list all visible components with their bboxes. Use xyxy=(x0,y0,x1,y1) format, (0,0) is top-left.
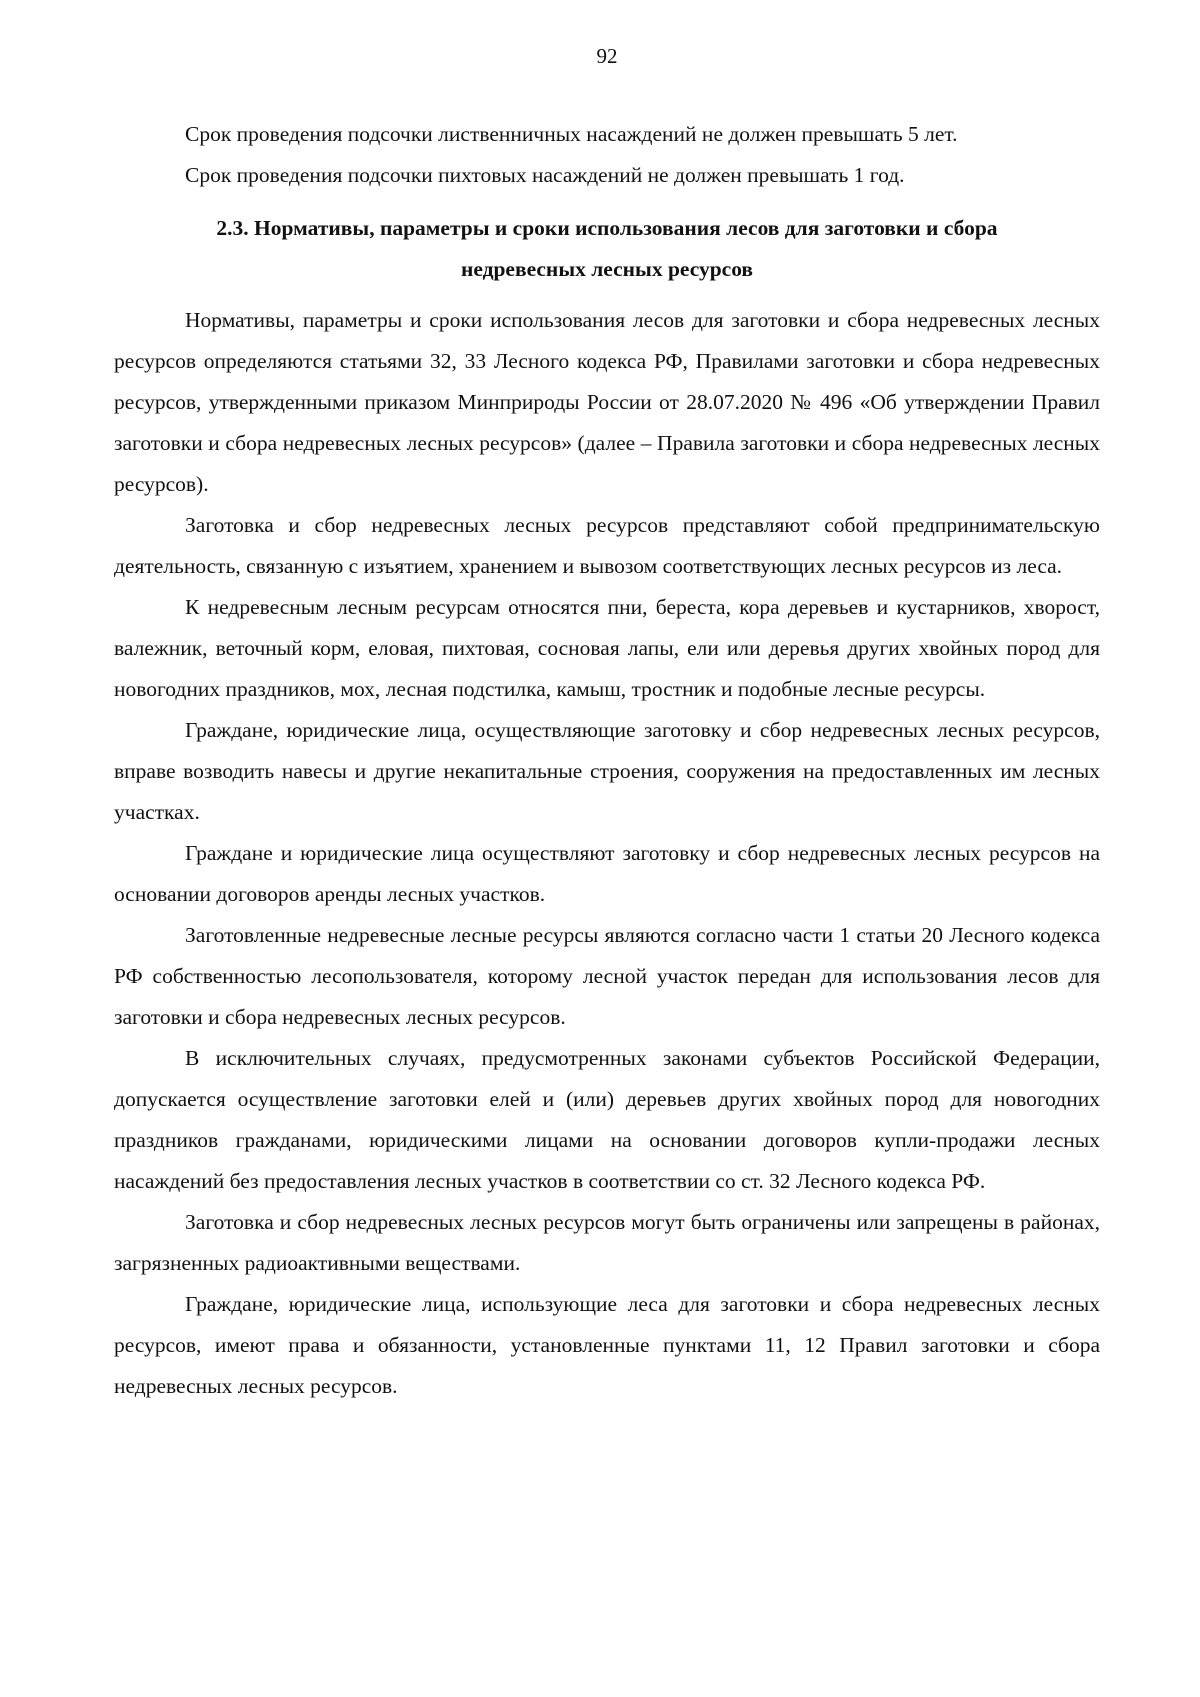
paragraph-rights-obligations: Граждане, юридические лица, использующие леса для заготовки и сбора недревесных лесных ресурсов, имеют права и обязанности, установленные пунктами 11, 12 Правил заготовки и сбора недревесных лесных ресурсов. xyxy=(114,1292,1100,1398)
paragraph-lease-basis: Граждане и юридические лица осуществляют заготовку и сбор недревесных лесных ресурсов на основании договоров аренды лесных участков. xyxy=(114,841,1100,906)
paragraph-radioactive-restrictions: Заготовка и сбор недревесных лесных ресурсов могут быть ограничены или запрещены в районах, загрязненных радиоактивными веществами. xyxy=(114,1210,1100,1275)
page-number: 92 xyxy=(596,44,618,68)
paragraph-ownership: Заготовленные недревесные лесные ресурсы являются согласно части 1 статьи 20 Лесного кодекса РФ собственностью лесопользователя, которому лесной участок передан для использования лесов для заготовки и сбора недревесных лесных ресурсов. xyxy=(114,923,1100,1029)
paragraph-larch-tapping: Срок проведения подсочки лиственничных насаждений не должен превышать 5 лет. xyxy=(185,122,958,146)
section-heading: 2.3. Нормативы, параметры и сроки использования лесов для заготовки и сбора недревесных лесных ресурсов xyxy=(216,216,998,281)
paragraph-structures: Граждане, юридические лица, осуществляющие заготовку и сбор недревесных лесных ресурсов, вправе возводить навесы и другие некапитальные строения, сооружения на предоставленных им лесных участках. xyxy=(114,718,1100,824)
paragraph-norms: Нормативы, параметры и сроки использования лесов для заготовки и сбора недревесных лесных ресурсов определяются статьями 32, 33 Лесного кодекса РФ, Правилами заготовки и сбора недревесных ресурсов, утвержденными приказом Минприроды России от 28.07.2020 № 496 «Об утверждении Правил заготовки и сбора недревесных лесных ресурсов» (далее – Правила заготовки и сбора недревесных лесных ресурсов). xyxy=(114,308,1100,496)
paragraph-exceptional-cases: В исключительных случаях, предусмотренных законами субъектов Российской Федерации, допускается осуществление заготовки елей и (или) деревьев других хвойных пород для новогодних праздников гражданами, юридическими лицами на основании договоров купли-продажи лесных насаждений без предоставления лесных участков в соответствии со ст. 32 Лесного кодекса РФ. xyxy=(114,1046,1100,1193)
paragraph-fir-tapping: Срок проведения подсочки пихтовых насаждений не должен превышать 1 год. xyxy=(185,163,905,187)
paragraph-activity-definition: Заготовка и сбор недревесных лесных ресурсов представляют собой предпринимательскую деятельность, связанную с изъятием, хранением и вывозом соответствующих лесных ресурсов из леса. xyxy=(114,513,1100,578)
paragraph-resource-list: К недревесным лесным ресурсам относятся пни, береста, кора деревьев и кустарников, хворост, валежник, веточный корм, еловая, пихтовая, сосновая лапы, ели или деревья других хвойных пород для новогодних праздников, мох, лесная подстилка, камыш, тростник и подобные лесные ресурсы. xyxy=(114,595,1100,701)
